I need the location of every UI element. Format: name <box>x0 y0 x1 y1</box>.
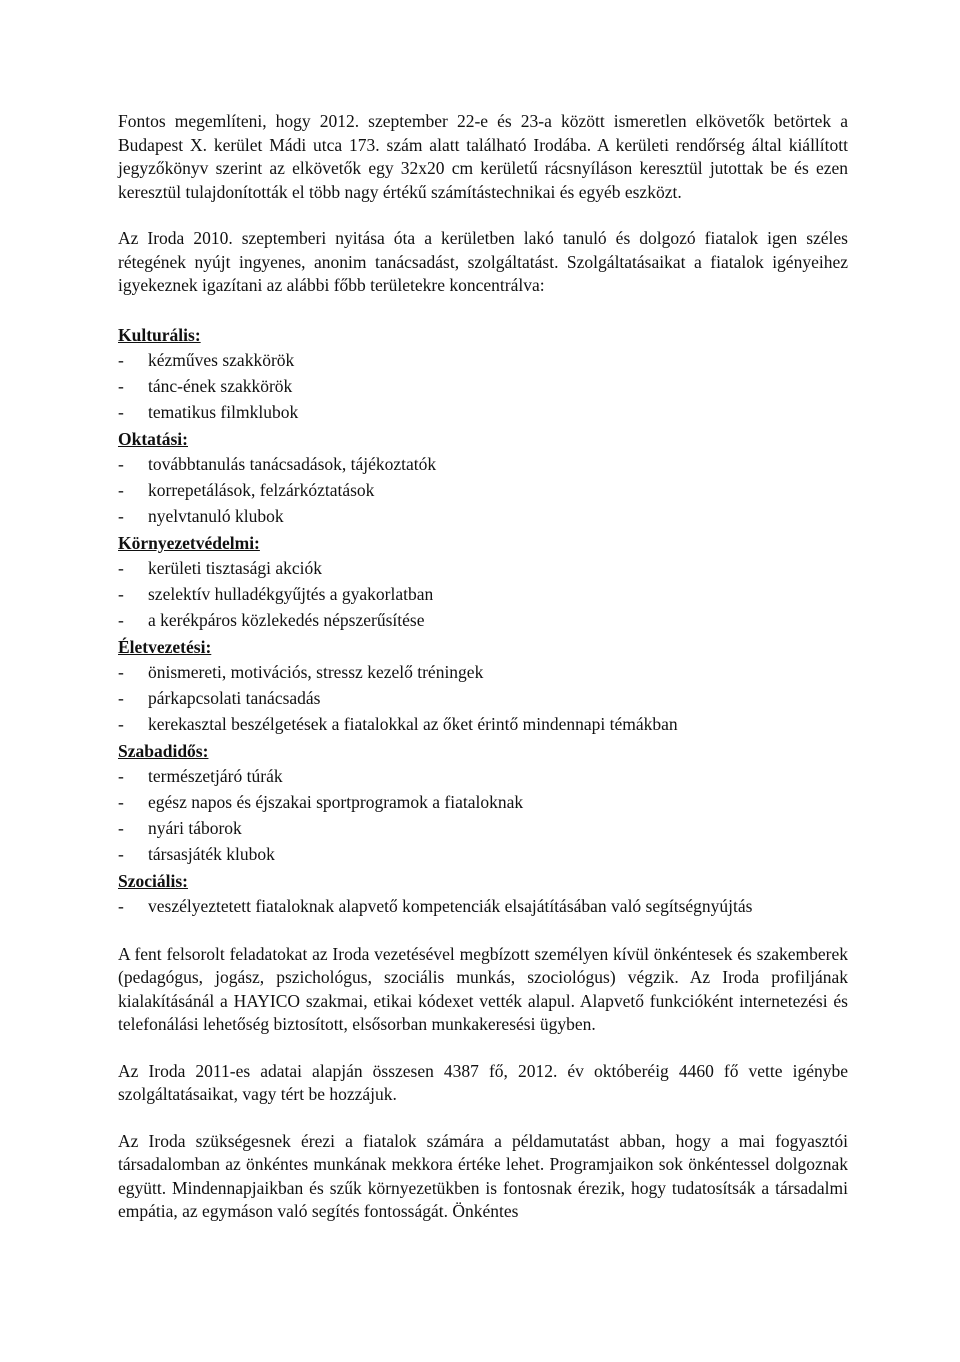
section-heading: Szociális: <box>118 870 188 891</box>
list-item: - természetjáró túrák <box>118 763 848 789</box>
list-item: - korrepetálások, felzárkóztatások <box>118 477 848 503</box>
section-list <box>118 659 848 737</box>
section-heading: Oktatási: <box>118 428 188 449</box>
section-heading: Környezetvédelmi: <box>118 532 260 553</box>
paragraph-burglary: Fontos megemlíteni, hogy 2012. szeptember 22-e és 23-a között ismeretlen elkövetők betörtek a Budapest X. kerület Mádi utca 173. szám alatt található Irodába. A kerületi rendőrség által kiállított jegyzőkönyv szerint az elkövetők egy 32x20 cm kerületű rácsnyíláson keresztül jutottak be és ezen keresztül tulajdonították el több nagy értékű számítástechnikai és egyéb eszközt. <box>118 111 848 202</box>
list-item: - nyelvtanuló klubok <box>118 503 848 529</box>
section-heading: Életvezetési: <box>118 636 212 657</box>
paragraph-services-intro: Az Iroda 2010. szeptemberi nyitása óta a kerületben lakó tanuló és dolgozó fiatalok igen széles rétegének nyújt ingyenes, anonim tanácsadást, szolgáltatást. Szolgáltatásaikat a fiatalok igényeihez igyekeznek igazítani az alábbi főbb területekre koncentrálva: <box>118 228 848 295</box>
paragraph-spacer <box>118 204 848 227</box>
section-heading: Kulturális: <box>118 324 201 345</box>
list-item: - egész napos és éjszakai sportprogramok a fiataloknak <box>118 789 848 815</box>
section-list <box>118 893 848 919</box>
section-list <box>118 763 848 867</box>
list-item: - kézműves szakkörök <box>118 347 848 373</box>
document-page <box>118 110 848 1224</box>
list-item: - nyári táborok <box>118 815 848 841</box>
paragraph-spacer <box>118 919 848 943</box>
paragraph-spacer <box>118 1037 848 1060</box>
section-kornyezetvedelmi <box>118 531 848 633</box>
list-item: - kerületi tisztasági akciók <box>118 555 848 581</box>
list-item: - önismereti, motivációs, stressz kezelő tréningek <box>118 659 848 685</box>
paragraph-spacer <box>118 298 848 321</box>
list-item: - továbbtanulás tanácsadások, tájékoztatók <box>118 451 848 477</box>
section-eletvezetesi <box>118 635 848 737</box>
section-kulturalis <box>118 323 848 425</box>
list-item: - a kerékpáros közlekedés népszerűsítése <box>118 607 848 633</box>
list-item: - párkapcsolati tanácsadás <box>118 685 848 711</box>
list-item: - tematikus filmklubok <box>118 399 848 425</box>
section-oktatasi <box>118 427 848 529</box>
paragraph-volunteering: Az Iroda szükségesnek érezi a fiatalok számára a példamutatást abban, hogy a mai fogyasztói társadalomban az önkéntes munkának mekkora értéke lehet. Programjaikon sok önkéntessel dolgoznak együtt. Mindennapjaikban és szűk környezetükben is fontosnak érezik, hogy tudatosítsák a társadalmi empátia, az egymáson való segítés fontosságát. Önkéntes <box>118 1130 848 1221</box>
list-item: - tánc-ének szakkörök <box>118 373 848 399</box>
section-heading: Szabadidős: <box>118 740 209 761</box>
paragraph-statistics: Az Iroda 2011-es adatai alapján összesen 4387 fő, 2012. év októberéig 4460 fő vette igénybe szolgáltatásaikat, vagy tért be hozzájuk. <box>118 1060 848 1104</box>
section-szabadidos <box>118 739 848 867</box>
paragraph-staff: A fent felsorolt feladatokat az Iroda vezetésével megbízott személyen kívül önkéntesek és szakemberek (pedagógus, jogász, pszichológus, szociális munkás, szociológus) végzik. Az Iroda profiljának kialakításánál a HAYICO szakmai, etikai kódexet vették alapul. Alapvető funkcióként internetezési és telefonálási lehetőség biztosított, elsősorban munkakeresési ügyben. <box>118 943 848 1034</box>
section-list <box>118 451 848 529</box>
list-item: - veszélyeztetett fiataloknak alapvető kompetenciák elsajátításában való segítségnyújtás <box>118 893 848 919</box>
paragraph-spacer <box>118 1107 848 1130</box>
section-list <box>118 347 848 425</box>
list-item: - szelektív hulladékgyűjtés a gyakorlatban <box>118 581 848 607</box>
list-item: - kerekasztal beszélgetések a fiatalokkal az őket érintő mindennapi témákban <box>118 711 848 737</box>
list-item: - társasjáték klubok <box>118 841 848 867</box>
section-list <box>118 555 848 633</box>
section-szocialis <box>118 869 848 919</box>
